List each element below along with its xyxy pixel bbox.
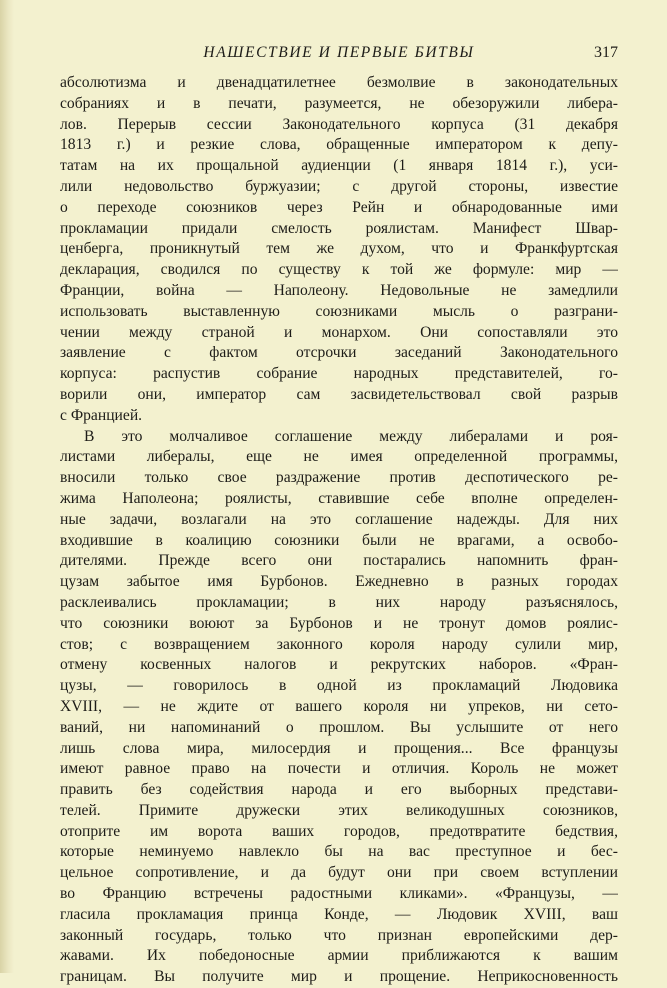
paragraph-2 — [60, 427, 618, 988]
text-line: дителями. Прежде всего они постарались напомнить фран- — [60, 552, 618, 570]
text-line: что союзники воюют за Бурбонов и не тронут домов роялис- — [60, 614, 618, 632]
text-line: корпуса: распустив собрание народных представителей, го- — [60, 365, 618, 383]
text-line: о переходе союзников через Рейн и обнародованные ими — [60, 198, 618, 216]
text-line: во Францию встречены радостными кликами». «Французы, — — [60, 885, 618, 903]
text-line: цузы, — говорилось в одной из прокламаций Людовика — [60, 677, 618, 695]
text-line: чении между страной и монархом. Они сопоставляли это — [60, 323, 618, 341]
text-line: заявление с фактом отсрочки заседаний Законодательного — [60, 344, 618, 362]
text-line: ные задачи, возлагали на это соглашение надежды. Для них — [60, 510, 618, 528]
text-line: стов; с возвращением законного короля народу сулили мир, — [60, 635, 618, 653]
text-line: цельное сопротивление, и да будут они при своем вступлении — [60, 864, 618, 882]
text-line: жавами. Их победоносные армии приближаются к вашим — [60, 947, 618, 965]
text-line: границам. Вы получите мир и прощение. Неприкосновенность — [60, 968, 618, 986]
text-line: гласила прокламация принца Конде, — Людовик XVIII, ваш — [60, 905, 618, 923]
text-line: собраниях и в печати, разумеется, не обезоружили либера- — [60, 94, 618, 112]
text-line: ворили они, император сам засвидетельствовал свой разрыв — [60, 385, 618, 403]
text-line: прокламации придали смелость роялистам. Манифест Швар- — [60, 219, 618, 237]
text-line: править без содействия народа и его выборных представи- — [60, 781, 618, 799]
text-line: телей. Примите дружески этих великодушных союзников, — [60, 801, 618, 819]
text-line: вносили только свое раздражение против деспотического ре- — [60, 469, 618, 487]
text-line: лов. Перерыв сессии Законодательного корпуса (31 декабря — [60, 115, 618, 133]
text-line: входившие в коалицию союзники были не врагами, а освобо- — [60, 531, 618, 549]
text-line: законный государь, только что признан европейскими дер- — [60, 926, 618, 944]
text-line: Франции, война — Наполеону. Недовольные не замедлили — [60, 281, 618, 299]
text-line: отоприте им ворота ваших городов, предотвратите бедствия, — [60, 822, 618, 840]
text-line: с Францией. — [60, 406, 143, 424]
text-line: имеют равное право на почести и отличия. Король не может — [60, 760, 618, 778]
text-line: лили недовольство буржуазии; с другой стороны, известие — [60, 177, 618, 195]
text-line: лишь слова мира, милосердия и прощения... Все французы — [60, 739, 618, 757]
text-line: В это молчаливое соглашение между либералами и роя- — [84, 427, 618, 445]
text-line: расклеивались прокламации; в них народу разъяснялось, — [60, 593, 618, 611]
text-line: 1813 г.) и резкие слова, обращенные императором к депу- — [60, 136, 618, 154]
text-line: использовать выставленную союзниками мысль о разграни- — [60, 302, 618, 320]
text-line: ваний, ни напоминаний о прошлом. Вы услышите от него — [60, 718, 618, 736]
text-line: которые неминуемо навлекло бы на вас преступное и бес- — [60, 843, 618, 861]
text-line: татам на их прощальной аудиенции (1 января 1814 г.), уси- — [60, 157, 618, 175]
paragraph-1 — [60, 73, 618, 427]
text-line: листами либералы, еще не имея определенной программы, — [60, 448, 618, 466]
text-line: цузам забытое имя Бурбонов. Ежедневно в разных городах — [60, 573, 618, 591]
text-line: абсолютизма и двенадцатилетнее безмолвие в законодательных — [60, 74, 618, 91]
text-line: жима Наполеона; роялисты, ставившие себе вполне определен- — [60, 489, 618, 507]
page-edge-shadow — [0, 0, 14, 973]
page-number: 317 — [594, 44, 618, 61]
body-text — [60, 73, 618, 988]
page-header — [60, 44, 618, 66]
text-line: отмену косвенных налогов и рекрутских наборов. «Фран- — [60, 656, 618, 674]
text-line: декларация, сводился по существу к той же формуле: мир — — [60, 261, 618, 279]
text-line: XVIII, — не ждите от вашего короля ни упреков, ни сето- — [60, 697, 618, 715]
text-line: ценберга, проникнутый тем же духом, что и Франкфуртская — [60, 240, 618, 258]
running-title: НАШЕСТВИЕ И ПЕРВЫЕ БИТВЫ — [203, 44, 475, 61]
